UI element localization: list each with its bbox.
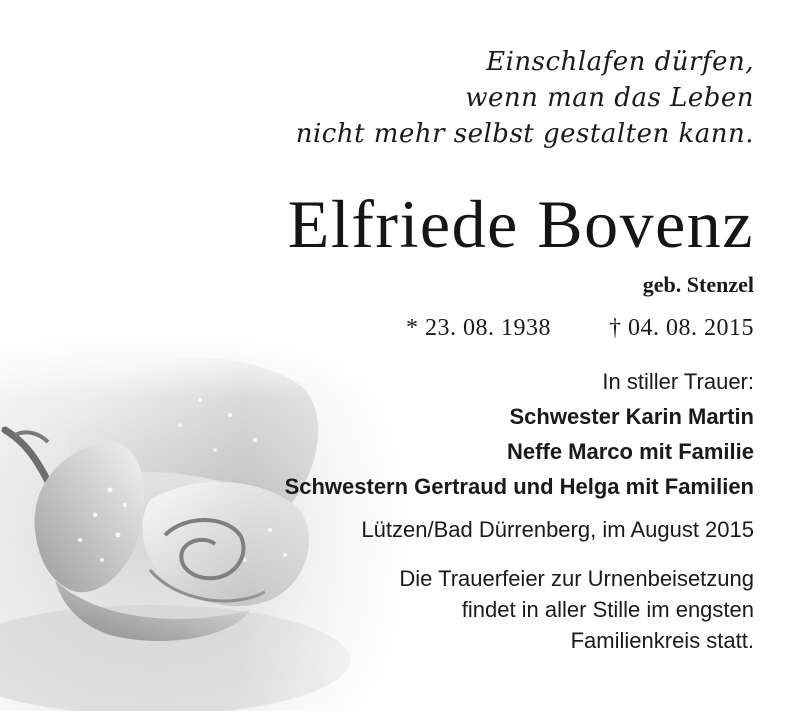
motto-line: wenn man das Leben [465,83,754,113]
life-dates [406,312,754,344]
birth-date: * 23. 08. 1938 [406,315,551,341]
mourners-list [285,364,754,504]
mourners-intro: In stiller Trauer: [602,369,754,394]
deceased-name: Elfriede Bovenz [287,186,754,262]
place-date: Lützen/Bad Dürrenberg, im August 2015 [361,517,754,542]
motto-line: nicht mehr selbst gestalten kann. [295,119,754,149]
mourner: Schwestern Gertraud und Helga mit Familien [284,474,754,499]
death-date: † 04. 08. 2015 [609,315,754,341]
mourner: Neffe Marco mit Familie [507,439,754,464]
service-info [399,563,754,656]
mourner: Schwester Karin Martin [509,404,754,429]
service-line: Die Trauerfeier zur Urnenbeisetzung [399,566,754,591]
motto-quote [296,44,754,152]
motto-line: Einschlafen dürfen, [486,47,754,77]
maiden-name: geb. Stenzel [642,272,754,297]
service-line: Familienkreis statt. [570,628,754,653]
service-line: findet in aller Stille im engsten [461,597,754,622]
